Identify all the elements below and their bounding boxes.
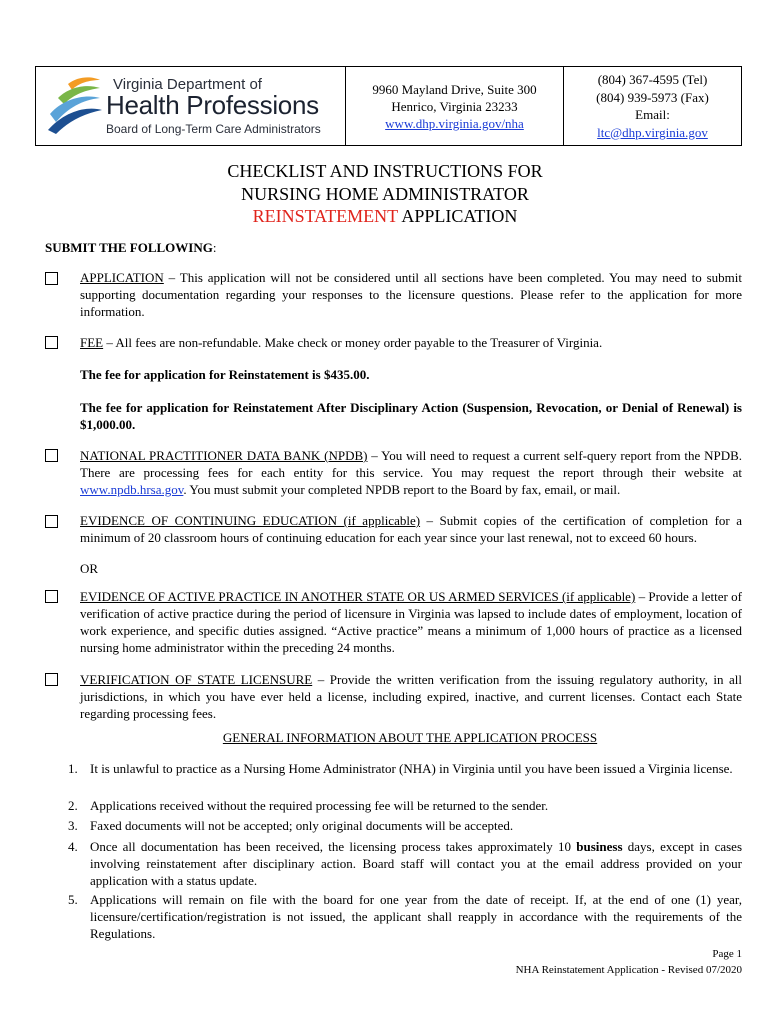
address-cell	[346, 67, 564, 145]
logo-board-text: Board of Long-Term Care Administrators	[106, 122, 321, 136]
letterhead	[35, 66, 742, 146]
npdb-checkbox[interactable]	[45, 449, 58, 462]
logo-department-text: Virginia Department of	[113, 76, 262, 93]
item-number: 1.	[68, 761, 78, 776]
general-info-item	[68, 760, 742, 777]
checklist-item-continuing-education	[80, 512, 742, 546]
checklist-label: VERIFICATION OF STATE LICENSURE	[80, 672, 313, 687]
website-link[interactable]: www.dhp.virginia.gov/nha	[385, 116, 524, 131]
address-line-1: 9960 Mayland Drive, Suite 300	[372, 82, 537, 97]
revision-note: NHA Reinstatement Application - Revised 07/2020	[515, 964, 742, 976]
item-number: 5.	[68, 892, 78, 907]
submit-heading-text: SUBMIT THE FOLLOWING	[45, 240, 213, 255]
submit-heading-colon: :	[212, 240, 217, 255]
checklist-text-before: – You will need to request a current self-query report from the NPDB. There are processing fees for each entity for this service. You may request the report through their website at	[80, 448, 742, 480]
checklist-text: – Provide a letter of verification of active practice during the period of licensure in Virginia was lapsed to include dates of employment, location of work experience, and specific duties assigned. “Active practice” means a minimum of 1,000 hours of practice as a licensed nursing home administrator within the preceding 24 months.	[80, 589, 743, 655]
logo-health-professions-text: Health Professions	[106, 90, 319, 120]
checklist-label: APPLICATION	[80, 270, 164, 285]
checklist-label: FEE	[80, 335, 104, 350]
checklist-label: EVIDENCE OF ACTIVE PRACTICE IN ANOTHER STATE OR US ARMED SERVICES (if applicable)	[80, 589, 636, 604]
fee-note-disciplinary: The fee for application for Reinstatement After Disciplinary Action (Suspension, Revocation, or Denial of Renewal) is $1,000.00.	[80, 400, 742, 432]
email-link[interactable]: ltc@dhp.virginia.gov	[597, 124, 708, 140]
email-label: Email:	[635, 107, 670, 122]
application-checkbox[interactable]	[45, 272, 58, 285]
title-highlight: REINSTATEMENT	[252, 206, 398, 226]
address-line-2: Henrico, Virginia 23233	[391, 99, 518, 114]
continuing-education-checkbox[interactable]	[45, 515, 58, 528]
item-text: It is unlawful to practice as a Nursing Home Administrator (NHA) in Virginia until you have been issued a Virginia license.	[90, 761, 733, 776]
item-text: Faxed documents will not be accepted; only original documents will be accepted.	[90, 818, 514, 833]
title-line-3-rest: APPLICATION	[397, 206, 518, 226]
checklist-text: – All fees are non-refundable. Make check or money order payable to the Treasurer of Virginia.	[103, 335, 603, 350]
item-text-after: days, except in cases involving reinstatement after disciplinary action. Board staff will contact you at the email address provided on your application with a status update.	[90, 839, 743, 888]
fee-note-reinstatement: The fee for application for Reinstatement is $435.00.	[80, 367, 370, 382]
item-number: 3.	[68, 818, 78, 833]
item-text: Applications received without the required processing fee will be returned to the sender.	[90, 798, 549, 813]
title-line-1: CHECKLIST AND INSTRUCTIONS FOR	[227, 161, 543, 181]
fee-checkbox[interactable]	[45, 336, 58, 349]
general-info-heading: GENERAL INFORMATION ABOUT THE APPLICATION PROCESS	[222, 730, 598, 745]
page-title	[0, 160, 770, 228]
state-licensure-checkbox[interactable]	[45, 673, 58, 686]
item-text: Applications will remain on file with the board for one year from the date of receipt. If, at the end of one (1) year, licensure/certification/registration is not issued, the applicant shall reapply in accordance with the requirements of the Regulations.	[90, 892, 742, 941]
general-info-item	[68, 838, 743, 889]
general-info-item	[68, 891, 742, 942]
dhp-logo-icon	[46, 74, 106, 136]
submit-heading	[45, 240, 216, 256]
checklist-item-application	[80, 269, 742, 320]
general-info-item	[68, 797, 742, 814]
item-number: 4.	[68, 839, 78, 854]
telephone: (804) 367-4595 (Tel)	[597, 72, 708, 87]
or-separator: OR	[80, 561, 99, 576]
item-text-before: Once all documentation has been received, the licensing process takes approximately 10	[90, 839, 577, 854]
checklist-text-after: . You must submit your completed NPDB report to the Board by fax, email, or mail.	[183, 482, 621, 497]
item-text-emphasis: business	[576, 839, 623, 854]
checklist-text: – This application will not be considered until all sections have been completed. You may need to submit supporting documentation regarding your responses to the licensure questions. Please refer to the application for more information.	[80, 270, 742, 319]
active-practice-checkbox[interactable]	[45, 590, 58, 603]
checklist-label: EVIDENCE OF CONTINUING EDUCATION (if applicable)	[80, 513, 421, 528]
contact-cell	[564, 67, 741, 145]
general-info-item	[68, 817, 742, 834]
page-number: Page 1	[712, 948, 742, 960]
checklist-item-state-licensure	[80, 671, 742, 722]
checklist-item-active-practice	[80, 588, 742, 656]
fax: (804) 939-5973 (Fax)	[596, 89, 709, 105]
checklist-item-fee	[80, 334, 742, 351]
item-number: 2.	[68, 798, 78, 813]
title-line-2: NURSING HOME ADMINISTRATOR	[241, 183, 529, 204]
title-line-3	[0, 205, 770, 228]
checklist-label: NATIONAL PRACTITIONER DATA BANK (NPDB)	[80, 448, 368, 463]
checklist-text: – Provide the written verification from the issuing regulatory authority, in all jurisdictions, in which you have ever held a license, including expired, inactive, and current licenses. Contact each State regarding processing fees.	[80, 672, 742, 721]
checklist-item-npdb	[80, 447, 742, 498]
logo-cell	[36, 67, 346, 145]
checklist-text: – Submit copies of the certification of completion for a minimum of 20 classroom hours of continuing education for each year since your last renewal, not to exceed 60 hours.	[80, 513, 742, 545]
npdb-link[interactable]: www.npdb.hrsa.gov	[80, 482, 184, 497]
